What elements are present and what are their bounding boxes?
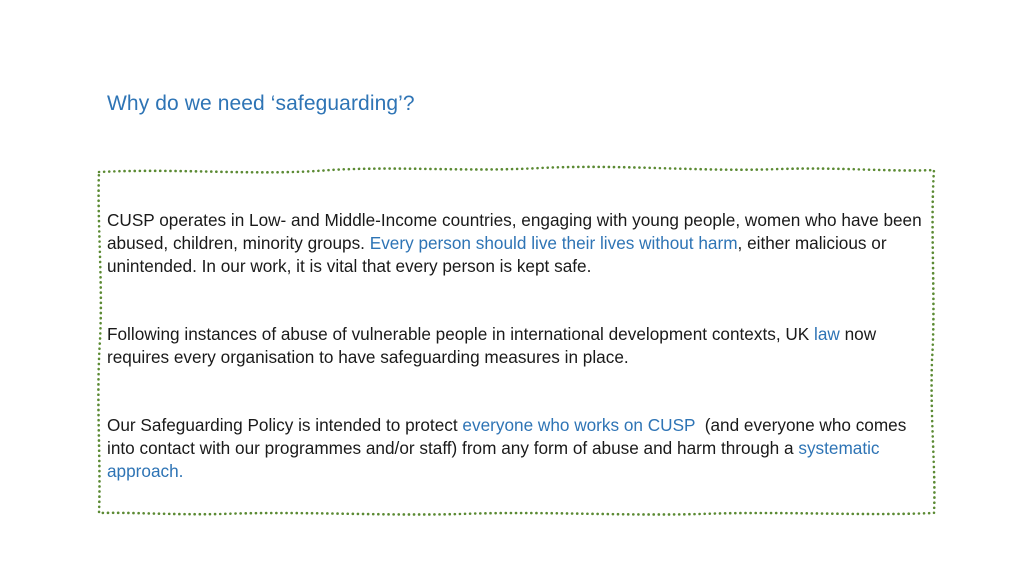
paragraph-2-text-b: now requires every organisation to have safeguarding measures in place.: [107, 324, 877, 367]
content-box: [107, 209, 925, 483]
paragraph-3-highlight-b: systematic approach.: [107, 438, 880, 481]
paragraph-1-text-b: , either malicious or unintended. In our work, it is vital that every person is kept safe.: [107, 233, 887, 276]
slide-title: Why do we need ‘safeguarding’?: [107, 92, 415, 115]
paragraph-3-highlight-a: everyone who works on CUSP: [462, 415, 696, 435]
paragraph-policy: [107, 414, 925, 483]
paragraph-3-text-a: Our Safeguarding Policy is intended to protect: [107, 415, 463, 435]
paragraph-1-text-a: CUSP operates in Low- and Middle-Income countries, engaging with young people, women who have been abused, children, minority groups.: [107, 210, 922, 253]
paragraph-3-text-b: (and everyone who comes into contact with our programmes and/or staff) from any form of abuse and harm through a: [107, 415, 912, 458]
paragraph-1-highlight: Every person should live their lives without harm: [369, 233, 738, 253]
paragraph-uk-law: [107, 323, 925, 369]
paragraph-2-highlight: law: [814, 324, 840, 344]
paragraph-2-text-a: Following instances of abuse of vulnerable people in international development contexts, UK: [107, 324, 815, 344]
paragraph-operations: [107, 209, 925, 278]
